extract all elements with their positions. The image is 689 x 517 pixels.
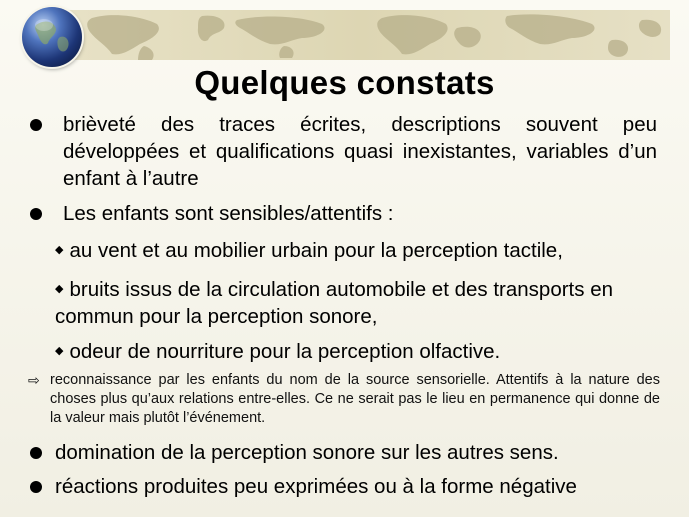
- subpoint-2: [55, 276, 659, 330]
- header-banner: [52, 10, 670, 60]
- bullet-icon: [30, 208, 42, 220]
- subpoint-2-text: bruits issus de la circulation automobile et des transports en commun pour la perception sonore,: [55, 278, 613, 328]
- diamond-bullet-icon: ◆: [55, 244, 64, 256]
- subpoint-3-text: odeur de nourriture pour la perception olfactive.: [69, 340, 501, 363]
- diamond-bullet-icon: ◆: [55, 345, 64, 357]
- bullet-icon: [30, 119, 42, 131]
- slide-title: Quelques constats: [194, 64, 495, 101]
- bullet-icon: [30, 447, 42, 459]
- globe-icon: [22, 7, 82, 67]
- note-text: reconnaissance par les enfants du nom de la source sensorielle. Attentifs à la nature des choses plus qu’aux relations entre-elles. Ce ne serait pas le lieu en permanence qui donne de la valeur mais plutôt l’événement.: [50, 372, 660, 426]
- world-map-decoration: [52, 10, 670, 60]
- point-2-text: Les enfants sont sensibles/attentifs :: [63, 202, 394, 225]
- subpoint-1-text: au vent et au mobilier urbain pour la perception tactile,: [69, 239, 563, 262]
- subpoint-1: [55, 237, 659, 264]
- bullet-icon: [30, 481, 42, 493]
- diamond-bullet-icon: ◆: [55, 283, 64, 295]
- final-point-2-text: réactions produites peu exprimées ou à la forme négative: [55, 475, 577, 498]
- final-point-1-text: domination de la perception sonore sur les autres sens.: [55, 441, 559, 464]
- subpoint-3: [55, 338, 659, 365]
- point-1-text: brièveté des traces écrites, descriptions souvent peu développées et qualifications quasi inexistantes, variables d’un enfant à l’autre: [63, 113, 657, 190]
- hollow-arrow-icon: ⇨: [28, 372, 40, 388]
